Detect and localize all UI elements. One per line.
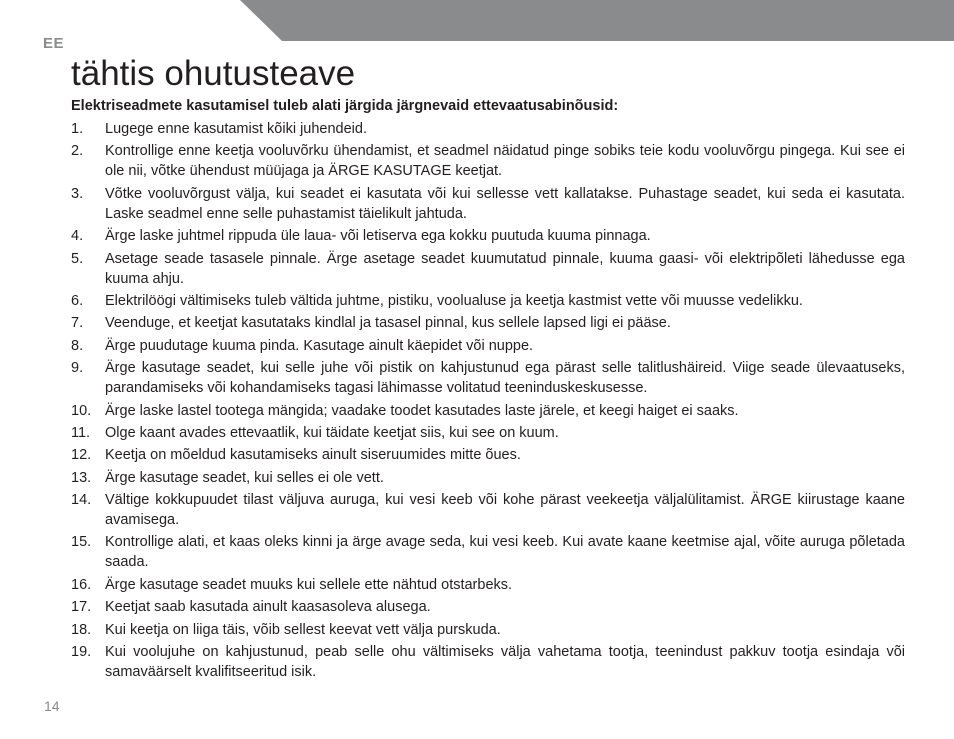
list-item xyxy=(71,423,905,443)
list-item-text: Ärge puudutage kuuma pinda. Kasutage ainult käepidet või nuppe. xyxy=(105,337,534,354)
list-item-text: Asetage seade tasasele pinnale. Ärge asetage seadet kuumutatud pinnale, kuuma gaasi- või elektripõleti lähedusse ega kuuma ahju. xyxy=(105,250,905,287)
list-item xyxy=(71,184,905,224)
list-item-text: Võtke vooluvõrgust välja, kui seadet ei kasutata või kui sellesse vett kallatakse. Puhastage seadet, kui seda ei kasutata. Laske seadmel enne selle puhastamist täielikult jahtuda. xyxy=(105,185,905,222)
list-item-number: 6. xyxy=(71,292,84,309)
list-item-text: Keetja on mõeldud kasutamiseks ainult siseruumides mitte õues. xyxy=(105,447,521,464)
list-item-text: Ärge kasutage seadet, kui selle juhe või pistik on kahjustunud ega pärast selle talitlushäireid. Viige seade ülevaatuseks, parandamiseks või kohandamiseks tagasi lähimasse volitatud teeninduskeskusesse. xyxy=(105,360,905,397)
list-item-number: 14. xyxy=(71,492,92,509)
list-item xyxy=(71,313,905,333)
list-item-text: Elektrilöögi vältimiseks tuleb vältida juhtme, pistiku, voolualuse ja keetja kastmist vette või muusse vedelikku. xyxy=(105,292,803,309)
page-title: tähtis ohutusteave xyxy=(71,54,356,93)
list-item-text: Kui keetja on liiga täis, võib sellest keevat vett välja purskuda. xyxy=(105,621,501,638)
list-item-text: Keetjat saab kasutada ainult kaasasoleva alusega. xyxy=(105,599,431,616)
list-item-number: 3. xyxy=(71,185,84,202)
list-item xyxy=(71,575,905,595)
list-item-number: 11. xyxy=(71,424,91,441)
list-item xyxy=(71,358,905,398)
list-item-number: 12. xyxy=(71,447,92,464)
list-item-text: Ärge kasutage seadet muuks kui sellele ette nähtud otstarbeks. xyxy=(105,576,513,593)
list-item-text: Lugege enne kasutamist kõiki juhendeid. xyxy=(105,121,367,137)
list-item-number: 4. xyxy=(71,228,84,245)
list-item xyxy=(71,336,905,356)
list-item xyxy=(71,532,905,572)
list-item-text: Olge kaant avades ettevaatlik, kui täidate keetjat siis, kui see on kuum. xyxy=(105,424,559,441)
list-item-number: 10. xyxy=(71,402,92,419)
list-item xyxy=(71,620,905,640)
list-item xyxy=(71,445,905,465)
list-item-number: 2. xyxy=(71,143,84,160)
list-item-text: Kontrollige alati, et kaas oleks kinni ja ärge avage seda, kui vesi keeb. Kui avate kaane keetmise ajal, võite auruga põletada saada. xyxy=(105,534,905,571)
list-item-number: 17. xyxy=(71,599,92,616)
list-item xyxy=(71,597,905,617)
list-item xyxy=(71,490,905,530)
list-item-number: 13. xyxy=(71,469,92,486)
list-item-number: 5. xyxy=(71,250,84,267)
language-tag: EE xyxy=(43,35,65,52)
list-item xyxy=(71,249,905,289)
list-item-number: 9. xyxy=(71,360,84,377)
list-item xyxy=(71,226,905,246)
list-item-number: 7. xyxy=(71,315,84,332)
list-item-text: Ärge laske juhtmel rippuda üle laua- või letiserva ega kokku puutuda kuuma pinnaga. xyxy=(105,228,651,245)
safety-instructions-list xyxy=(71,119,905,684)
header-band xyxy=(0,0,954,41)
list-item xyxy=(71,468,905,488)
list-item-text: Ärge laske lastel tootega mängida; vaadake toodet kasutades laste järele, et keegi haiget ei saaks. xyxy=(105,402,739,419)
list-item-text: Kontrollige enne keetja vooluvõrku ühendamist, et seadmel näidatud pinge sobiks teie kodu vooluvõrgu pingega. Kui see ei ole nii, võtke ühendust müüjaga ja ÄRGE KASUTAGE keetjat. xyxy=(105,143,905,180)
list-item-number: 8. xyxy=(71,337,84,354)
list-item-number: 15. xyxy=(71,534,92,551)
list-item-text: Ärge kasutage seadet, kui selles ei ole vett. xyxy=(105,469,384,486)
list-item-number: 16. xyxy=(71,576,92,593)
list-item xyxy=(71,119,905,139)
list-item xyxy=(71,642,905,682)
page-number: 14 xyxy=(44,698,60,714)
list-item xyxy=(71,141,905,181)
list-item-text: Vältige kokkupuudet tilast väljuva auruga, kui vesi keeb või kohe pärast veekeetja väljalülitamist. ÄRGE kiirustage kaane avamisega. xyxy=(105,492,905,529)
list-item-number: 19. xyxy=(71,644,92,661)
list-item-text: Veenduge, et keetjat kasutataks kindlal ja tasasel pinnal, kus sellele lapsed ligi ei pääse. xyxy=(105,315,671,332)
list-item xyxy=(71,401,905,421)
list-item-number: 1. xyxy=(71,121,84,137)
list-item-text: Kui voolujuhe on kahjustunud, peab selle ohu vältimiseks välja vahetama tootja, teenindust pakkuv tootja esindaja või samaväärselt kvalifitseeritud isik. xyxy=(105,644,905,681)
intro-heading: Elektriseadmete kasutamisel tuleb alati järgida järgnevaid ettevaatusabinõusid: xyxy=(71,98,619,114)
list-item-number: 18. xyxy=(71,621,92,638)
list-item xyxy=(71,291,905,311)
